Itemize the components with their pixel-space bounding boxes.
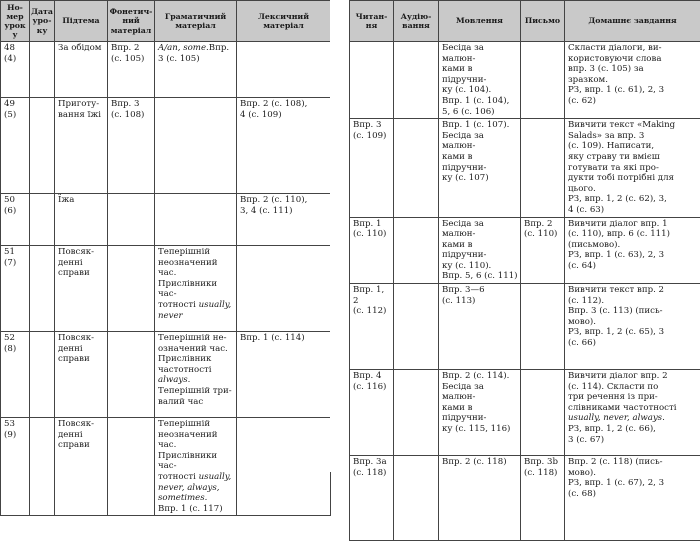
lesson-number-cell: 50 (6) <box>1 194 30 246</box>
homework-cell-segment: Вивчити діалог впр. 2 (с. 114). Скласти по три речення із при- слівниками частотності <box>568 371 676 413</box>
homework-cell <box>565 119 700 217</box>
writing-cell: Впр. 3b (с. 118) <box>521 456 565 541</box>
grammar-cell <box>155 418 237 516</box>
lesson-number-cell: 51 (7) <box>1 246 30 332</box>
lexical-cell <box>237 42 331 98</box>
phonetic-cell <box>108 332 155 418</box>
grammar-cell <box>155 194 237 246</box>
homework-cell-segment: Вивчити діалог впр. 1 (с. 110), впр. 6 (с. 111) (письмово). РЗ, впр. 1 (с. 63), 2, 3 (с. 64) <box>568 219 670 271</box>
listening-cell <box>394 456 439 541</box>
lexical-cell <box>237 418 331 516</box>
right-header-row <box>350 1 700 42</box>
writing-cell <box>521 284 565 370</box>
lesson-plan-left-page <box>0 0 331 516</box>
grammar-cell-segment: Теперішній неозначений час. Прислівники час- тотності <box>158 247 217 310</box>
homework-cell-segment: Впр. 2 (с. 118) (пись- мово). РЗ, впр. 1 (с. 67), 2, 3 (с. 68) <box>568 457 664 499</box>
lesson-date-cell <box>30 98 55 194</box>
reading-cell: Впр. 4 (с. 116) <box>350 370 394 456</box>
subtopic-cell: Повсяк- денні справи <box>55 332 108 418</box>
writing-cell: Впр. 2 (с. 110) <box>521 217 565 284</box>
phonetic-cell <box>108 246 155 332</box>
lexical-cell: Впр. 2 (с. 108), 4 (с. 109) <box>237 98 331 194</box>
lesson-row-right <box>350 370 700 456</box>
lesson-date-cell <box>30 194 55 246</box>
listening-cell <box>394 119 439 217</box>
homework-cell-segment: . РЗ, впр. 1, 2 (с. 66), 3 (с. 67) <box>568 413 665 444</box>
phonetic-cell <box>108 418 155 516</box>
subtopic-cell: Приготу- вання їжі <box>55 98 108 194</box>
homework-cell <box>565 217 700 284</box>
writing-cell <box>521 42 565 119</box>
listening-cell <box>394 217 439 284</box>
grammar-cell <box>155 332 237 418</box>
header-speaking: Мовлення <box>439 1 521 42</box>
reading-cell: Впр. 1 (с. 110) <box>350 217 394 284</box>
header-phonetic-material: Фонетич- ний матеріал <box>108 1 155 42</box>
header-lesson-date: Дата уро- ку <box>30 1 55 42</box>
grammar-cell-segment: Теперішній три- валий час <box>158 386 232 407</box>
grammar-cell-segment: usually, never, always, sometimes. <box>158 472 231 503</box>
grammar-cell-segment: usually, never <box>158 300 231 321</box>
lesson-date-cell <box>30 42 55 98</box>
lesson-number-cell: 52 (8) <box>1 332 30 418</box>
listening-cell <box>394 370 439 456</box>
writing-cell <box>521 119 565 217</box>
grammar-cell-segment: always. <box>158 375 190 385</box>
homework-cell <box>565 284 700 370</box>
speaking-cell: Впр. 3—6 (с. 113) <box>439 284 521 370</box>
header-lexical-material: Лексичний матеріал <box>237 1 331 42</box>
phonetic-cell: Впр. 3 (с. 108) <box>108 98 155 194</box>
homework-cell-segment: Вивчити текст «Making Salads» за впр. 3 (с. 109). Написати, яку страву ти вмієш готувати та які про- дукти тобі потрібні для цього. РЗ, впр. 1, 2 (с. 62), 3, 4 (с. 63) <box>568 120 675 215</box>
lesson-row-left <box>1 246 331 332</box>
homework-cell <box>565 456 700 541</box>
homework-cell-segment: Скласти діалоги, ви- користовуючи слова впр. 3 (с. 105) за зразком. РЗ, впр. 1 (с. 61), 2, 3 (с. 62) <box>568 43 664 106</box>
speaking-cell: Впр. 2 (с. 114). Бесіда за малюн- ками в підручни- ку (с. 115, 116) <box>439 370 521 456</box>
lexical-cell: Впр. 1 (с. 114) <box>237 332 331 418</box>
lesson-date-cell <box>30 332 55 418</box>
header-reading: Читан- ня <box>350 1 394 42</box>
lesson-row-right <box>350 456 700 541</box>
homework-cell-segment: Вивчити текст впр. 2 (с. 112). Впр. 3 (с. 113) (пись- мово). РЗ, впр. 1, 2 (с. 65), 3 (с. 66) <box>568 285 664 348</box>
speaking-cell: Бесіда за малюн- ками в підручни- ку (с. 104). Впр. 1 (с. 104), 5, 6 (с. 106) <box>439 42 521 119</box>
lesson-row-left <box>1 42 331 98</box>
lesson-number-cell: 53 (9) <box>1 418 30 516</box>
speaking-cell: Впр. 2 (с. 118) <box>439 456 521 541</box>
grammar-cell <box>155 246 237 332</box>
grammar-cell-segment: A/an, some. <box>158 43 209 53</box>
grammar-cell <box>155 42 237 98</box>
listening-cell <box>394 42 439 119</box>
page-gutter <box>330 0 349 472</box>
header-grammar-material: Граматичний матеріал <box>155 1 237 42</box>
grammar-cell-segment: Теперішній не- означений час. Прислівник частотності <box>158 333 228 375</box>
reading-cell <box>350 42 394 119</box>
homework-cell-segment: usually, never, always <box>568 413 662 423</box>
header-listening: Аудію- вання <box>394 1 439 42</box>
lesson-number-cell: 48 (4) <box>1 42 30 98</box>
phonetic-cell: Впр. 2 (с. 105) <box>108 42 155 98</box>
homework-cell <box>565 42 700 119</box>
header-writing: Письмо <box>521 1 565 42</box>
lesson-date-cell <box>30 418 55 516</box>
lesson-number-cell: 49 (5) <box>1 98 30 194</box>
grammar-cell <box>155 98 237 194</box>
reading-cell: Впр. 3 (с. 109) <box>350 119 394 217</box>
lesson-plan-right-page <box>349 0 700 541</box>
subtopic-cell: Їжа <box>55 194 108 246</box>
listening-cell <box>394 284 439 370</box>
reading-cell: Впр. 1, 2 (с. 112) <box>350 284 394 370</box>
lesson-row-right <box>350 119 700 217</box>
lesson-row-left <box>1 98 331 194</box>
lesson-row-right <box>350 42 700 119</box>
lesson-row-right <box>350 217 700 284</box>
header-homework: Домашнє завдання <box>565 1 700 42</box>
writing-cell <box>521 370 565 456</box>
lesson-row-left <box>1 418 331 516</box>
lesson-row-left <box>1 332 331 418</box>
lexical-cell <box>237 246 331 332</box>
grammar-cell-segment: Теперішній неозначений час. Прислівники час- тотності <box>158 419 217 482</box>
lesson-row-right <box>350 284 700 370</box>
reading-cell: Впр. 3а (с. 118) <box>350 456 394 541</box>
subtopic-cell: За обідом <box>55 42 108 98</box>
homework-cell <box>565 370 700 456</box>
subtopic-cell: Повсяк- денні справи <box>55 418 108 516</box>
speaking-cell: Впр. 1 (с. 107). Бесіда за малюн- ками в підручни- ку (с. 107) <box>439 119 521 217</box>
header-subtopic: Підтема <box>55 1 108 42</box>
left-header-row <box>1 1 331 42</box>
header-lesson-number: Но- мер уроку <box>1 1 30 42</box>
lesson-date-cell <box>30 246 55 332</box>
lexical-cell: Впр. 2 (с. 110), 3, 4 (с. 111) <box>237 194 331 246</box>
speaking-cell: Бесіда за малюн- ками в підручни- ку (с. 110). Впр. 5, 6 (с. 111) <box>439 217 521 284</box>
lesson-row-left <box>1 194 331 246</box>
phonetic-cell <box>108 194 155 246</box>
grammar-cell-segment: Впр. 3 (с. 105) <box>158 43 229 64</box>
subtopic-cell: Повсяк- денні справи <box>55 246 108 332</box>
grammar-cell-segment: Впр. 1 (с. 117) <box>158 504 223 514</box>
